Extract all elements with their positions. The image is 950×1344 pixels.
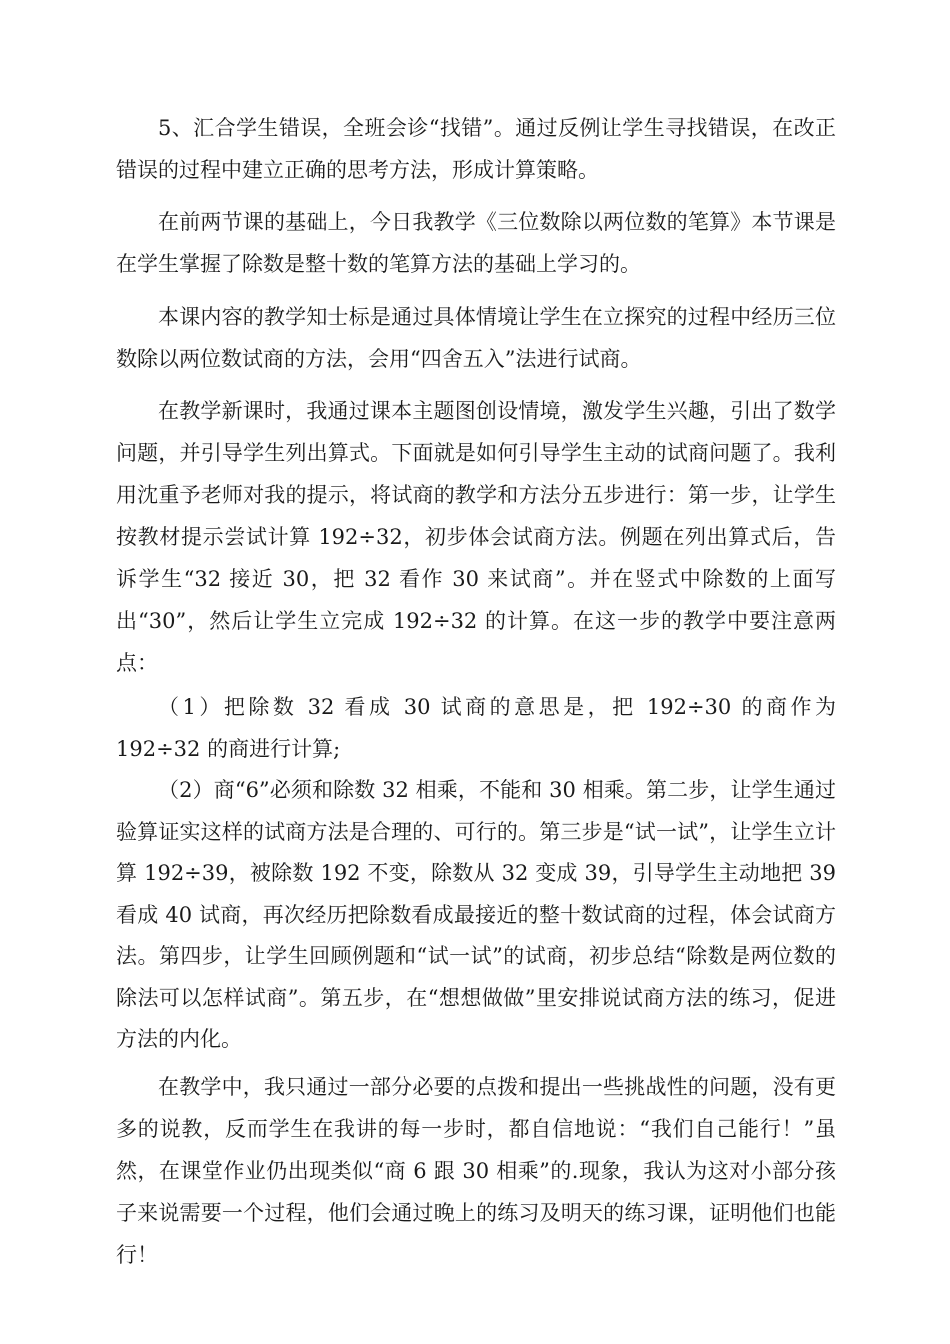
paragraph-7: 在教学中，我只通过一部分必要的点拨和提出一些挑战性的问题，没有更多的说教，反而学生在我讲的每一步时，都自信地说：“我们自己能行！”虽然，在课堂作业仍出现类似“商 6 跟 30 相乘”的.现象，我认为这对小部分孩子来说需要一个过程，他们会通过晚上的练习及明天的练习课，证明他们也能行！ bbox=[116, 1075, 836, 1267]
paragraph-4: 在教学新课时，我通过课本主题图创设情境，激发学生兴趣，引出了数学问题，并引导学生列出算式。下面就是如何引导学生主动的试商问题了。我利用沈重予老师对我的提示，将试商的教学和方法分五步进行：第一步，让学生按教材提示尝试计算 192÷32，初步体会试商方法。例题在列出算式后，告诉学生“32 接近 30，把 32 看作 30 来试商”。并在竖式中除数的上面写出“30”，然后让学生立完成 192÷32 的计算。在这一步的教学中要注意两点： bbox=[116, 399, 836, 675]
paragraph-5: （1）把除数 32 看成 30 试商的意思是，把 192÷30 的商作为 192÷32 的商进行计算; bbox=[116, 695, 836, 761]
paragraph-2: 在前两节课的基础上，今日我教学《三位数除以两位数的笔算》本节课是在学生掌握了除数是整十数的笔算方法的基础上学习的。 bbox=[116, 210, 836, 276]
paragraph-6: （2）商“6”必须和除数 32 相乘，不能和 30 相乘。第二步，让学生通过验算证实这样的试商方法是合理的、可行的。第三步是“试一试”，让学生立计算 192÷39，被除数 192 不变，除数从 32 变成 39，引导学生主动地把 39 看成 40 试商，再次经历把除数看成最接近的整十数试商的过程，体会试商方法。第四步，让学生回顾例题和“试一试”的试商，初步总结“除数是两位数的除法可以怎样试商”。第五步，在“想想做做”里安排说试商方法的练习，促进方法的内化。 bbox=[116, 778, 836, 1051]
paragraph-1: 5、汇合学生错误，全班会诊“找错”。通过反例让学生寻找错误，在改正错误的过程中建立正确的思考方法，形成计算策略。 bbox=[116, 116, 836, 182]
paragraph-3: 本课内容的教学知士标是通过具体情境让学生在立探究的过程中经历三位数除以两位数试商的方法，会用“四舍五入”法进行试商。 bbox=[116, 305, 836, 371]
